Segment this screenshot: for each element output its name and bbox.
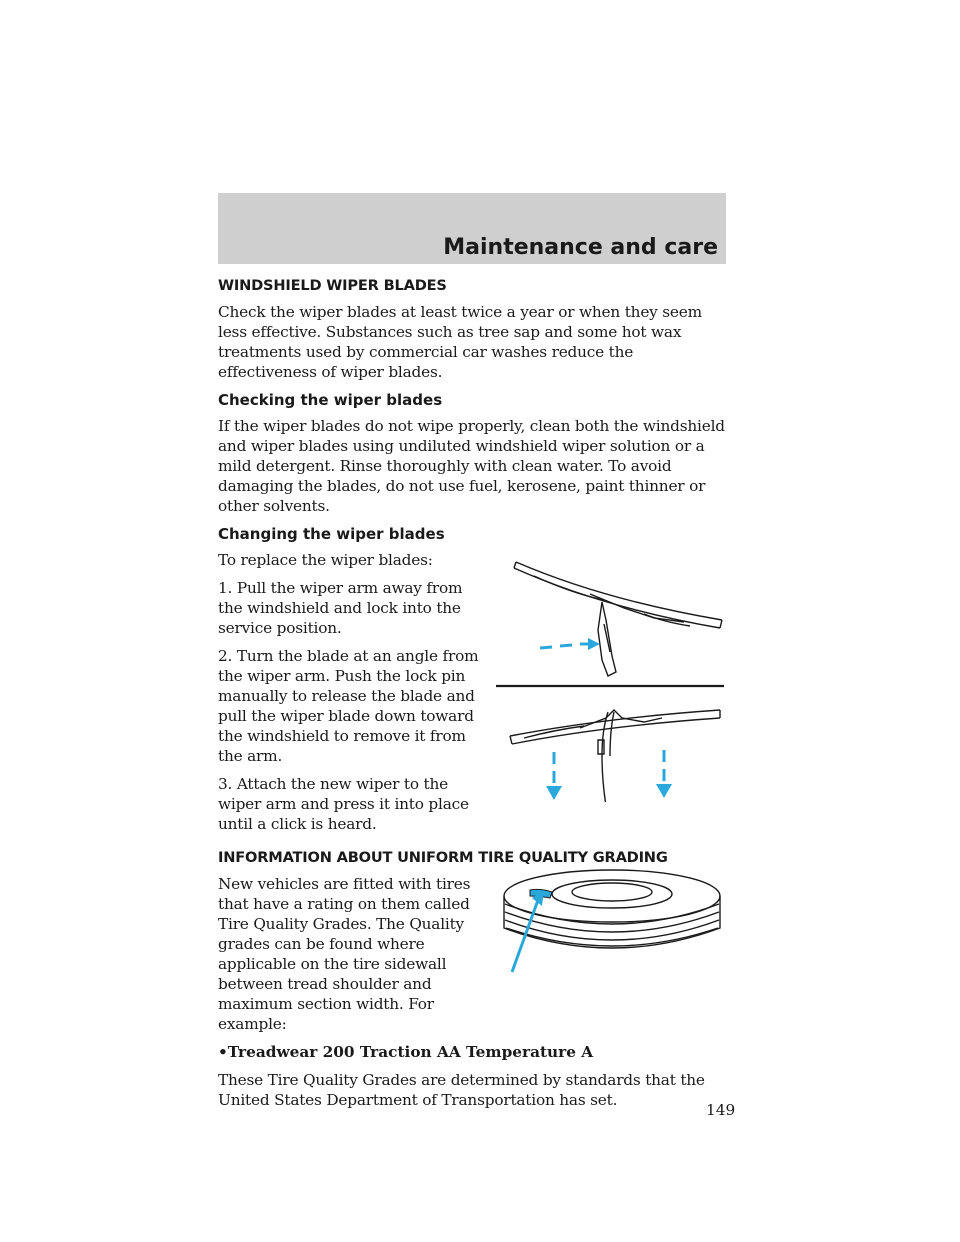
step-1: 1. Pull the wiper arm away from the windshield and lock into the service position. [218, 579, 463, 637]
wiper-steps-row [218, 550, 728, 842]
tire-sidewall-illustration [500, 868, 728, 976]
checking-heading: Checking the wiper blades [218, 391, 443, 409]
tire-closing: These Tire Quality Grades are determined by standards that the United States Department of Transportation has set. [218, 1071, 705, 1109]
section-header-bar [218, 193, 726, 264]
step-3: 3. Attach the new wiper to the wiper arm and press it into place until a click is heard. [218, 775, 469, 833]
wiper-illustration [494, 560, 728, 842]
wiper-blade-illustration [494, 560, 728, 802]
changing-intro: To replace the wiper blades: [218, 551, 433, 569]
tire-row [218, 874, 728, 1042]
page-content [218, 276, 728, 1118]
tire-text: New vehicles are fitted with tires that have a rating on them called Tire Quality Grades. The Quality grades can be found where applicable on the tire sidewall between tread shoulder and maximum section width. For example: [218, 875, 471, 1033]
wiper-intro: Check the wiper blades at least twice a year or when they seem less effective. Substances such as tree sap and some hot wax treatments used by commercial car washes reduce the effectiveness of wiper blades. [218, 303, 702, 381]
wiper-heading: WINDSHIELD WIPER BLADES [218, 277, 447, 294]
step-2: 2. Turn the blade at an angle from the wiper arm. Push the lock pin manually to release the blade and pull the wiper blade down toward the windshield to remove it from the arm. [218, 647, 479, 765]
page-number: 149 [706, 1101, 736, 1119]
changing-heading: Changing the wiper blades [218, 525, 445, 543]
section-title: Maintenance and care [443, 235, 718, 260]
tire-grade-example [218, 1042, 728, 1062]
bullet-text: Treadwear 200 Traction AA Temperature A [227, 1043, 594, 1061]
tire-text-col [218, 874, 474, 1042]
bullet-mark: • [218, 1043, 228, 1061]
tire-illustration [500, 868, 728, 1042]
checking-text: If the wiper blades do not wipe properly, clean both the windshield and wiper blades using undiluted windshield wiper solution or a mild detergent. Rinse thoroughly with clean water. To avoid damaging the blades, do not use fuel, kerosene, paint thinner or other solvents. [218, 417, 725, 515]
tire-heading: INFORMATION ABOUT UNIFORM TIRE QUALITY GRADING [218, 849, 668, 866]
wiper-steps [218, 550, 480, 842]
